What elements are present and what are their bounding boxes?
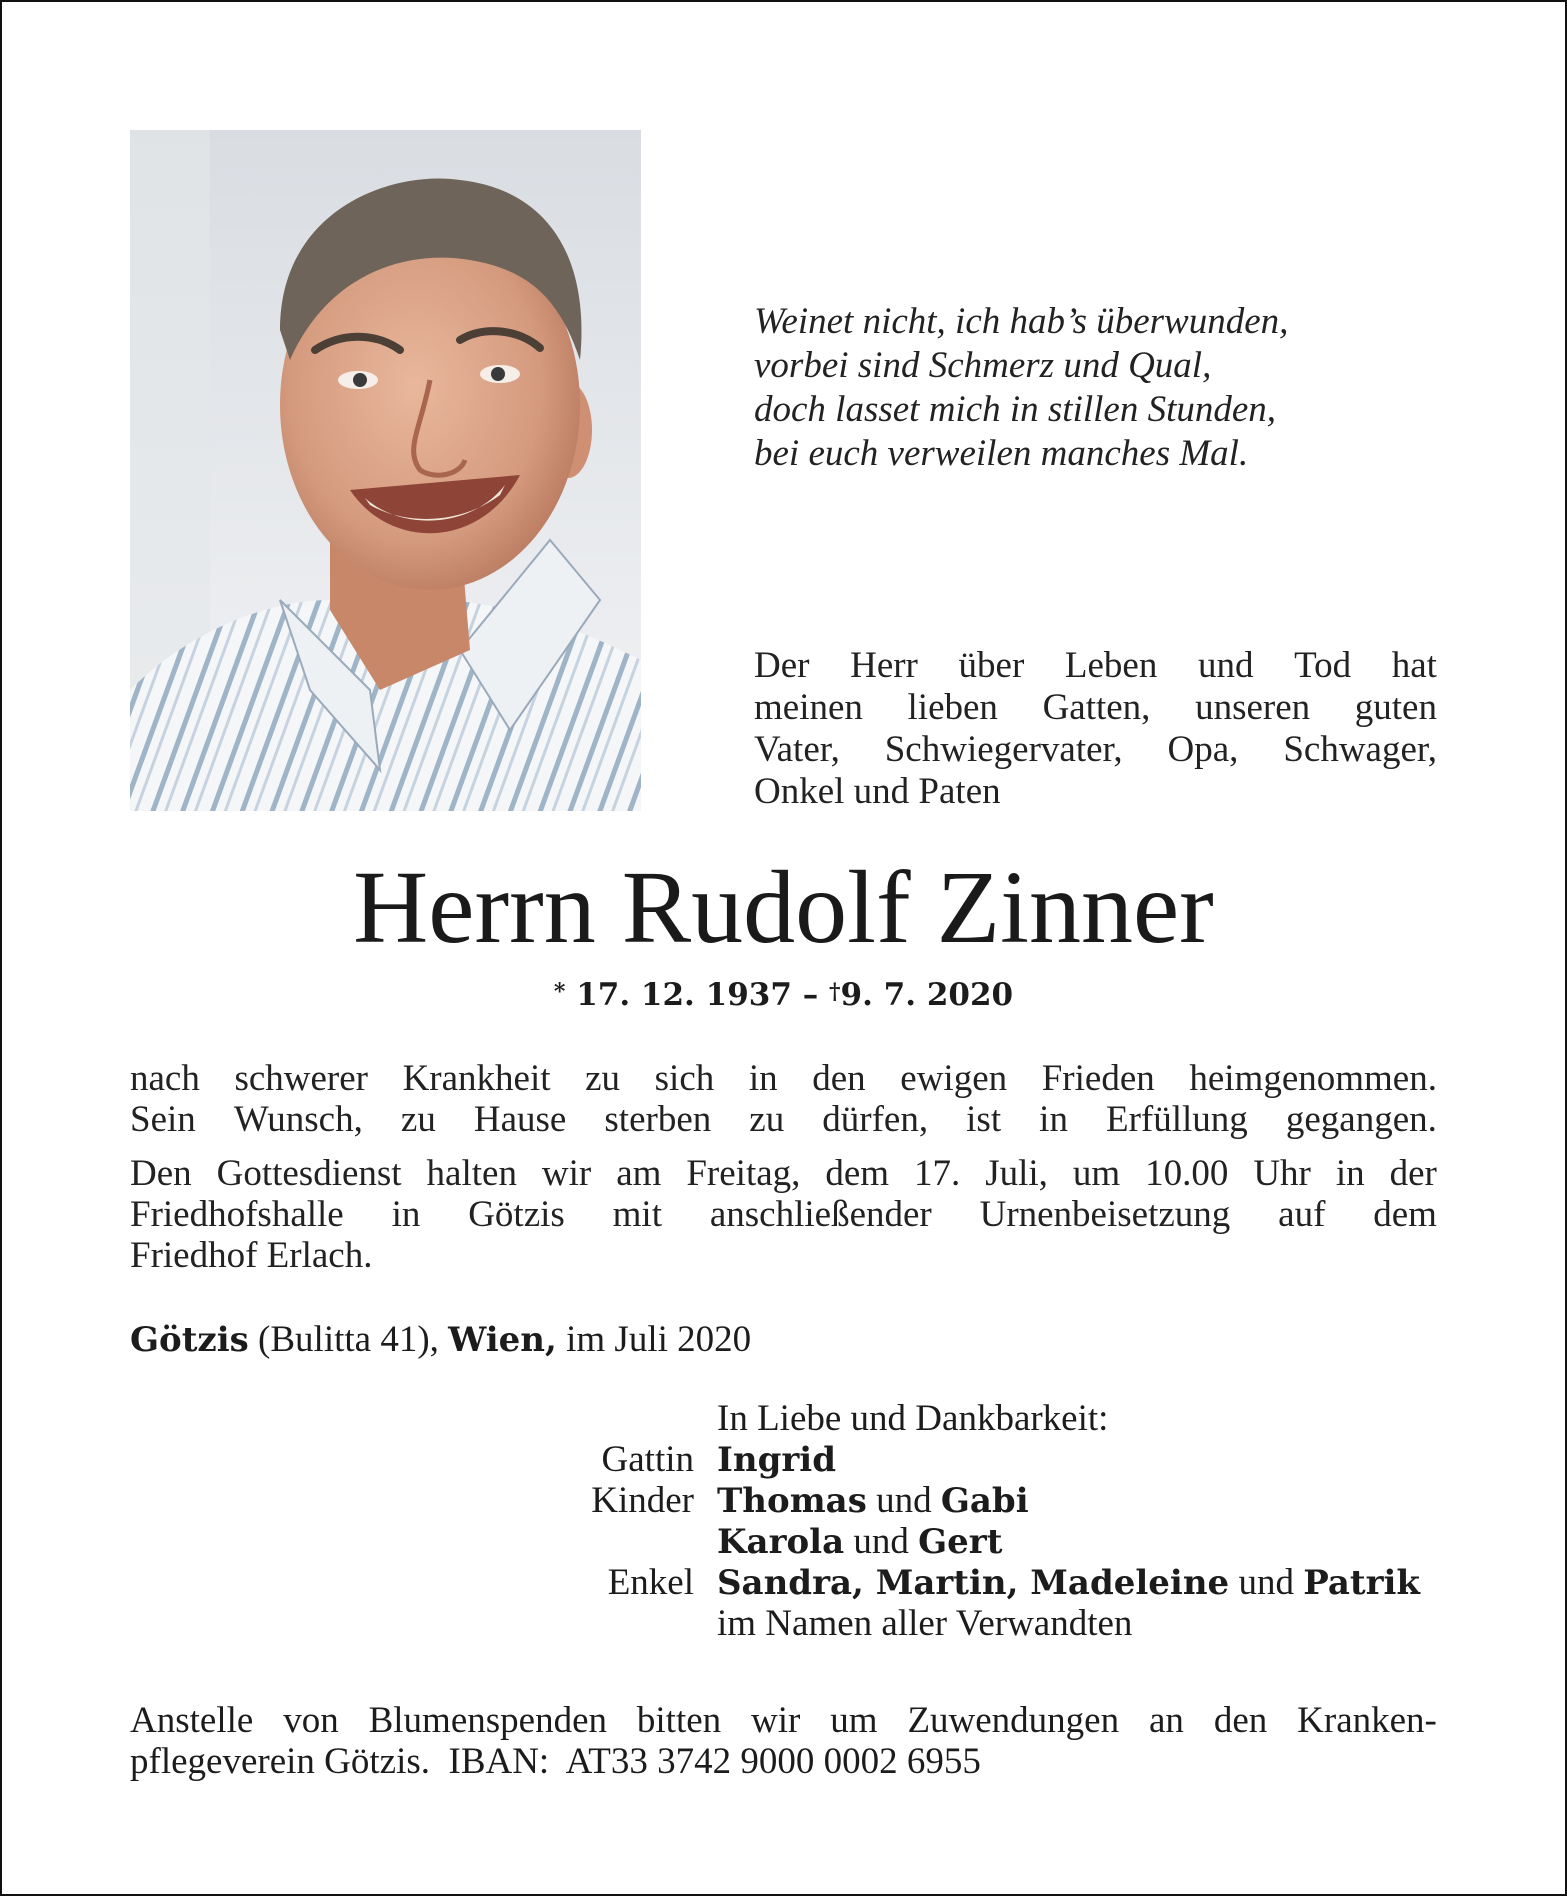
word: Sein [130,1099,196,1140]
word: Tod [1294,645,1352,686]
intro-line [754,687,1437,729]
word: Den [130,1153,192,1194]
word: Frieden [1041,1058,1155,1099]
paragraph-line [130,1099,1437,1140]
donation-line: pflegeverein Götzis. IBAN: AT33 3742 9000 0002 6955 [130,1741,981,1782]
word: meinen [754,687,863,728]
life-dates [0,973,1567,1020]
word: Leben [1064,645,1158,686]
names-children-2: Karola und Gert [717,1521,1003,1562]
word: Gottesdienst [216,1153,402,1194]
word: zu [400,1099,436,1140]
announcement-paragraph [130,1058,1437,1140]
paragraph-line: Friedhof Erlach. [130,1235,373,1276]
word: den [812,1058,866,1099]
names-grandchildren: Sandra, Martin, Madeleine und Patrik [717,1562,1420,1603]
word: auf [1278,1194,1326,1235]
signature-row-relatives [0,1603,1567,1644]
service-paragraph [130,1153,1437,1276]
name-wife: Ingrid [717,1440,836,1480]
signatures [0,1398,1567,1644]
word: Erfüllung [1106,1099,1248,1140]
word: zu [749,1099,785,1140]
label-kinder: Kinder [591,1480,694,1521]
word: halten [426,1153,517,1194]
word: dürfen, [822,1099,929,1140]
word: ewigen [900,1058,1008,1099]
word: Freitag, [686,1153,801,1194]
word: um [830,1700,878,1741]
word: über [958,645,1025,686]
word: der [1389,1153,1437,1194]
word: Kranken- [1297,1700,1437,1741]
poem-line: bei euch verweilen manches Mal. [754,433,1249,474]
poem [754,300,1454,476]
label-gattin: Gattin [601,1439,694,1480]
intro-line: Onkel und Paten [754,771,1001,812]
donation-line [130,1700,1437,1741]
word: in [1335,1153,1365,1194]
word: schwerer [234,1058,368,1099]
word: bitten [636,1700,722,1741]
word: nach [130,1058,200,1099]
word: Opa, [1167,729,1239,770]
intro-line [754,645,1437,687]
signature-heading: In Liebe und Dankbarkeit: [717,1398,1109,1439]
signature-row-children-2 [0,1521,1567,1562]
paragraph-line [130,1058,1437,1099]
death-date: 9. 7. 2020 [840,977,1014,1013]
names-children-1: Thomas und Gabi [717,1480,1029,1521]
word: guten [1354,687,1437,728]
signature-row-children [0,1480,1567,1521]
word: 10.00 [1145,1153,1229,1194]
word: sich [654,1058,715,1099]
word: dem [1373,1194,1437,1235]
word: sterben [604,1099,712,1140]
word: gegangen. [1285,1099,1437,1140]
word: in [391,1194,421,1235]
word: Der [754,645,810,686]
word: Friedhofshalle [130,1194,344,1235]
word: hat [1391,645,1437,686]
word: ist [966,1099,1002,1140]
word: lieben [907,687,998,728]
word: wir [541,1153,592,1194]
poem-line: vorbei sind Schmerz und Qual, [754,345,1212,386]
word: Juli, [985,1153,1048,1194]
word: Uhr [1253,1153,1311,1194]
word: heimgenommen. [1189,1058,1437,1099]
signature-heading-row [0,1398,1567,1439]
word: dem [825,1153,890,1194]
town-gotzis: Götzis [130,1320,249,1360]
word: Gatten, [1042,687,1151,728]
word: Wunsch, [233,1099,363,1140]
intro-line [754,729,1437,771]
paragraph-line [130,1153,1437,1194]
word: Hause [473,1099,567,1140]
word: Blumenspenden [368,1700,607,1741]
birth-symbol: * [553,979,566,1005]
word: den [1213,1700,1268,1741]
place-date-line [130,1318,751,1362]
word: Herr [850,645,918,686]
word: Zuwendungen [907,1700,1120,1741]
poem-line: doch lasset mich in stillen Stunden, [754,389,1277,430]
word: Urnenbeisetzung [979,1194,1231,1235]
word: 17. [914,1153,961,1194]
word: am [616,1153,662,1194]
address: (Bulitta 41), [258,1319,439,1360]
intro-text [754,645,1437,813]
word: von [283,1700,339,1741]
date-separator: – [802,977,819,1013]
date-text: im Juli 2020 [566,1319,752,1360]
word: mit [612,1194,662,1235]
word: Götzis [468,1194,565,1235]
town-wien: Wien, [448,1320,557,1360]
word: Krankheit [402,1058,551,1099]
word: zu [585,1058,621,1099]
word: anschließender [709,1194,932,1235]
word: Schwager, [1283,729,1437,770]
word: um [1072,1153,1121,1194]
signature-row-wife [0,1439,1567,1480]
word: Anstelle [130,1700,254,1741]
word: an [1149,1700,1184,1741]
paragraph-line [130,1194,1437,1235]
deceased-name: Herrn Rudolf Zinner [353,850,1214,965]
word: Vater, [754,729,840,770]
word: und [1197,645,1254,686]
portrait-photo [130,130,641,811]
death-symbol: † [829,979,841,1005]
relatives-text: im Namen aller Verwandten [717,1603,1133,1644]
word: unseren [1195,687,1311,728]
birth-date: 17. 12. 1937 [576,977,792,1013]
word: wir [751,1700,801,1741]
word: in [748,1058,778,1099]
donation-note [130,1700,1437,1782]
label-enkel: Enkel [607,1562,694,1603]
poem-line: Weinet nicht, ich hab’s überwunden, [754,301,1289,342]
word: Schwiegervater, [884,729,1123,770]
word: in [1039,1099,1068,1140]
signature-row-grandchildren [0,1562,1567,1603]
